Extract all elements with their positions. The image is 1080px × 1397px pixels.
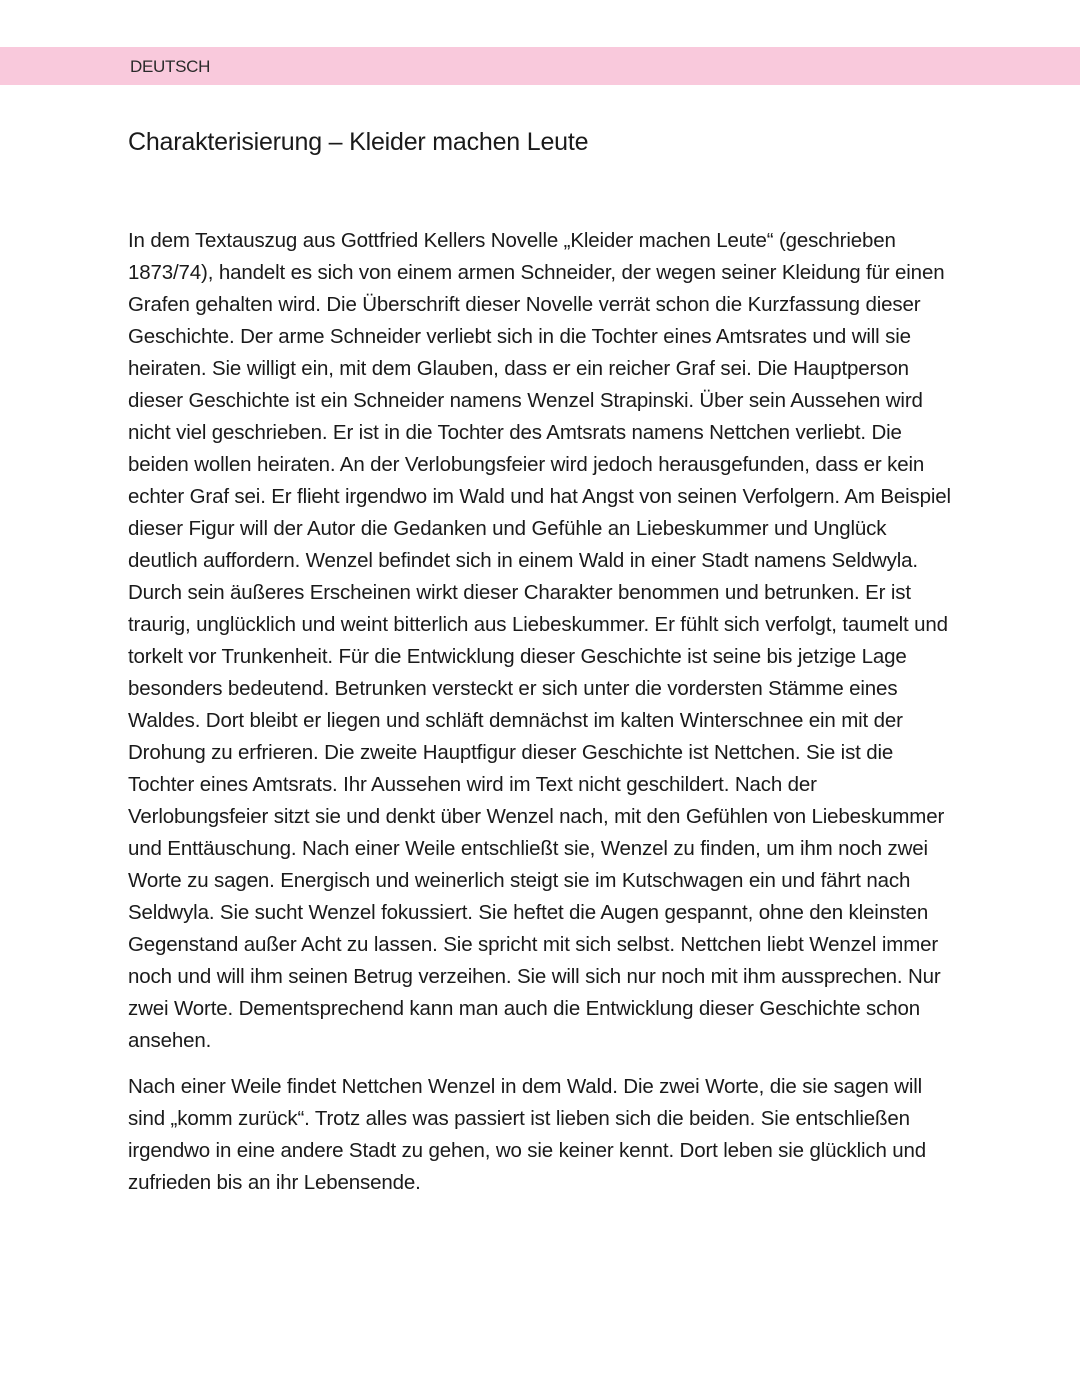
document-body [128, 225, 958, 1199]
subject-label: DEUTSCH [130, 57, 211, 76]
paragraph: Nach einer Weile findet Nettchen Wenzel in dem Wald. Die zwei Worte, die sie sagen will sind „komm zurück“. Trotz alles was passiert ist lieben sich die beiden. Sie entschließen irgendwo in eine andere Stadt zu gehen, wo sie keiner kennt. Dort leben sie glücklich und zufrieden bis an ihr Lebensende. [128, 1075, 927, 1194]
page-title: Charakterisierung – Kleider machen Leute [128, 128, 589, 156]
paragraph: In dem Textauszug aus Gottfried Kellers Novelle „Kleider machen Leute“ (geschrieben 1873/74), handelt es sich von einem armen Schneider, der wegen seiner Kleidung für einen Grafen gehalten wird. Die Überschrift dieser Novelle verrät schon die Kurzfassung dieser Geschichte. Der arme Schneider verliebt sich in die Tochter eines Amtsrates und will sie heiraten. Sie willigt ein, mit dem Glauben, dass er ein reicher Graf sei. Die Hauptperson dieser Geschichte ist ein Schneider namens Wenzel Strapinski. Über sein Aussehen wird nicht viel geschrieben. Er ist in die Tochter des Amtsrats namens Nettchen verliebt. Die beiden wollen heiraten. An der Verlobungsfeier wird jedoch herausgefunden, dass er kein echter Graf sei. Er flieht irgendwo im Wald und hat Angst von seinen Verfolgern. Am Beispiel dieser Figur will der Autor die Gedanken und Gefühle an Liebeskummer und Unglück deutlich auffordern. Wenzel befindet sich in einem Wald in einer Stadt namens Seldwyla. Durch sein äußeres Erscheinen wirkt dieser Charakter benommen und betrunken. Er ist traurig, unglücklich und weint bitterlich aus Liebeskummer. Er fühlt sich verfolgt, taumelt und torkelt vor Trunkenheit. Für die Entwicklung dieser Geschichte ist seine bis jetzige Lage besonders bedeutend. Betrunken versteckt er sich unter die vordersten Stämme eines Waldes. Dort bleibt er liegen und schläft demnächst im kalten Winterschnee ein mit der Drohung zu erfrieren. Die zweite Hauptfigur dieser Geschichte ist Nettchen. Sie ist die Tochter eines Amtsrats. Ihr Aussehen wird im Text nicht geschildert. Nach der Verlobungsfeier sitzt sie und denkt über Wenzel nach, mit den Gefühlen von Liebeskummer und Enttäuschung. Nach einer Weile entschließt sie, Wenzel zu finden, um ihm noch zwei Worte zu sagen. Energisch und weinerlich steigt sie im Kutschwagen ein und fährt nach Seldwyla. Sie sucht Wenzel fokussiert. Sie heftet die Augen gespannt, ohne den kleinsten Gegenstand außer Acht zu lassen. Sie spricht mit sich selbst. Nettchen liebt Wenzel immer noch und will ihm seinen Betrug verzeihen. Sie will sich nur noch mit ihm aussprechen. Nur zwei Worte. Dementsprechend kann man auch die Entwicklung dieser Geschichte schon ansehen. [128, 229, 951, 1052]
subject-header-band [0, 47, 1080, 85]
